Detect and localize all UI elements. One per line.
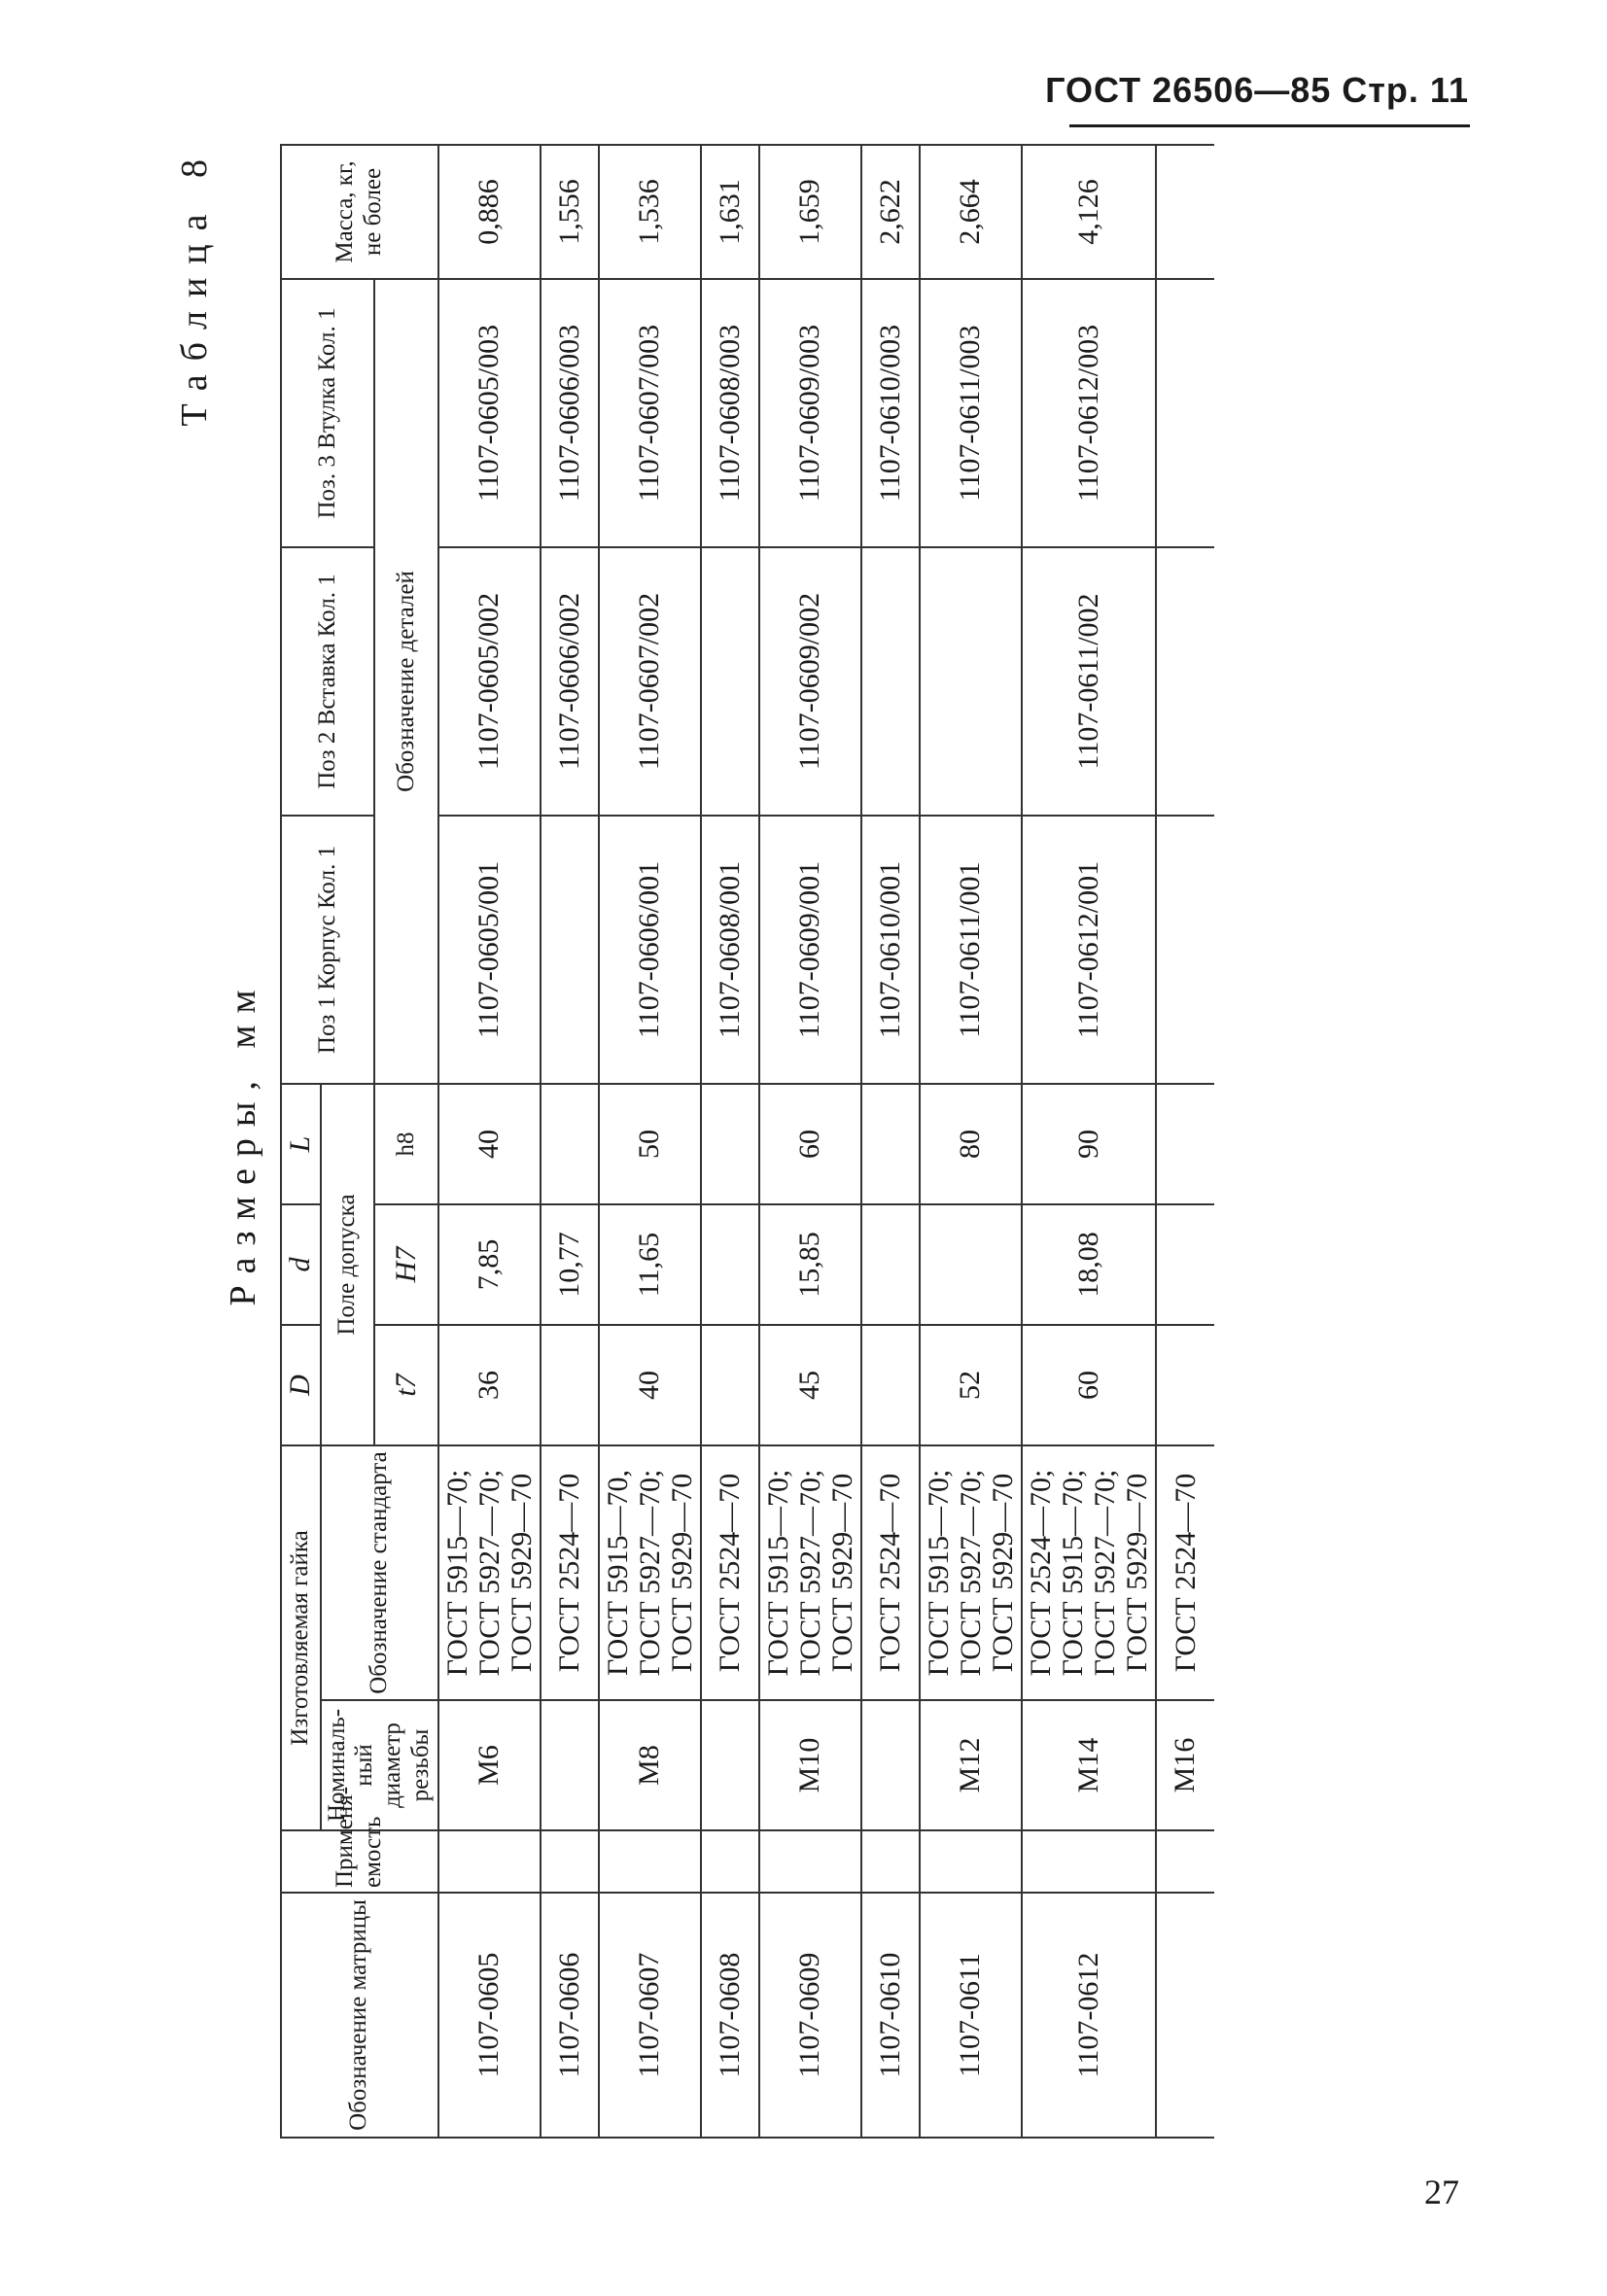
cell-standard — [599, 1445, 701, 1700]
col-applicability: Применя-емость — [281, 1830, 438, 1893]
cell-mass: 4,126 — [1022, 145, 1156, 279]
cell-designation: 1107-0612 — [1022, 1893, 1156, 2138]
cell-pos1: 1107-0611/001 — [920, 816, 1022, 1084]
cell-D — [541, 1325, 599, 1445]
cell-D — [1156, 1325, 1214, 1445]
standard-line: ГОСТ 5915—70; — [1056, 1469, 1089, 1677]
cell-pos1: 1107-0609/001 — [759, 816, 861, 1084]
cell-pos2 — [861, 547, 920, 816]
cell-pos3: 1107-0610/003 — [861, 279, 920, 547]
cell-L: 50 — [599, 1084, 701, 1204]
cell-applicability — [1022, 1830, 1156, 1893]
cell-thread: М10 — [759, 1700, 861, 1830]
col-parts: Обозначение деталей — [374, 279, 437, 1084]
table-label: Таблица 8 — [174, 146, 215, 427]
cell-standard — [759, 1445, 861, 1700]
col-designation: Обозначение матрицы — [281, 1893, 438, 2138]
cell-D — [701, 1325, 759, 1445]
col-tolerance: Поле допуска — [321, 1084, 375, 1445]
cell-thread: М14 — [1022, 1700, 1156, 1830]
cell-pos3 — [1156, 279, 1214, 547]
cell-designation: 1107-0607 — [599, 1893, 701, 2138]
cell-L: 40 — [438, 1084, 541, 1204]
table-caption — [156, 146, 280, 2139]
standard-line: ГОСТ 2524—70 — [874, 1473, 906, 1673]
standard-line: ГОСТ 5927—70; — [472, 1469, 506, 1677]
cell-thread: М8 — [599, 1700, 701, 1830]
standard-line: ГОСТ 2524—70 — [714, 1473, 746, 1673]
cell-d — [701, 1204, 759, 1325]
cell-L: 90 — [1022, 1084, 1156, 1204]
standard-line: ГОСТ 5929—70 — [505, 1473, 538, 1673]
cell-d — [861, 1204, 920, 1325]
table-title: Размеры, мм — [223, 978, 263, 1306]
cell-d: 7,85 — [438, 1204, 541, 1325]
cell-mass: 1,631 — [701, 145, 759, 279]
cell-mass: 1,536 — [599, 145, 701, 279]
cell-mass: 2,622 — [861, 145, 920, 279]
cell-d: 15,85 — [759, 1204, 861, 1325]
header-rule — [1069, 124, 1470, 127]
table-row — [1022, 145, 1156, 2138]
standard-line: ГОСТ 5915—70; — [440, 1469, 473, 1677]
cell-L — [541, 1084, 599, 1204]
cell-D: 40 — [599, 1325, 701, 1445]
cell-thread: М6 — [438, 1700, 541, 1830]
col-nut-group: Изготовляемая гайка — [281, 1445, 321, 1830]
cell-thread — [701, 1700, 759, 1830]
cell-d: 18,08 — [1022, 1204, 1156, 1325]
cell-applicability — [1156, 1830, 1214, 1893]
standard-line: ГОСТ 2524—70; — [1024, 1469, 1057, 1677]
cell-L — [1156, 1084, 1214, 1204]
cell-pos1 — [1156, 816, 1214, 1084]
cell-D: 52 — [920, 1325, 1022, 1445]
cell-D — [861, 1325, 920, 1445]
cell-standard — [541, 1445, 599, 1700]
col-H7: H7 — [374, 1204, 437, 1325]
cell-designation: 1107-0610 — [861, 1893, 920, 2138]
cell-designation: 1107-0606 — [541, 1893, 599, 2138]
cell-d: 11,65 — [599, 1204, 701, 1325]
table-row — [701, 145, 759, 2138]
standard-line: ГОСТ 2524—70 — [1169, 1473, 1202, 1673]
cell-pos1: 1107-0612/001 — [1022, 816, 1156, 1084]
cell-pos3: 1107-0609/003 — [759, 279, 861, 547]
cell-standard — [861, 1445, 920, 1700]
cell-pos3: 1107-0607/003 — [599, 279, 701, 547]
table-row — [1156, 145, 1214, 2138]
cell-d — [920, 1204, 1022, 1325]
cell-applicability — [861, 1830, 920, 1893]
cell-standard — [1156, 1445, 1214, 1700]
standard-line: ГОСТ 5929—70 — [665, 1473, 698, 1673]
cell-standard — [438, 1445, 541, 1700]
cell-applicability — [701, 1830, 759, 1893]
col-standard: Обозначение стандарта — [321, 1445, 438, 1700]
standard-line: ГОСТ 2524—70 — [553, 1473, 585, 1673]
cell-L — [861, 1084, 920, 1204]
cell-applicability — [920, 1830, 1022, 1893]
cell-D: 60 — [1022, 1325, 1156, 1445]
standard-line: ГОСТ 5929—70 — [825, 1473, 858, 1673]
cell-D: 45 — [759, 1325, 861, 1445]
cell-pos2: 1107-0611/002 — [1022, 547, 1156, 816]
standard-line: ГОСТ 5927—70; — [793, 1469, 826, 1677]
col-pos2: Поз 2 Вставка Кол. 1 — [281, 547, 374, 816]
cell-pos1: 1107-0605/001 — [438, 816, 541, 1084]
col-thread: Номиналь-ный диаметр резьбы — [321, 1700, 438, 1830]
cell-pos2: 1107-0606/002 — [541, 547, 599, 816]
cell-mass — [1156, 145, 1214, 279]
table-row — [438, 145, 541, 2138]
cell-pos1: 1107-0610/001 — [861, 816, 920, 1084]
cell-pos1: 1107-0608/001 — [701, 816, 759, 1084]
cell-designation — [1156, 1893, 1214, 2138]
cell-mass: 2,664 — [920, 145, 1022, 279]
cell-mass: 1,659 — [759, 145, 861, 279]
col-d: d — [281, 1204, 321, 1325]
cell-pos3: 1107-0611/003 — [920, 279, 1022, 547]
cell-thread — [861, 1700, 920, 1830]
standard-line: ГОСТ 5927—70; — [1088, 1469, 1121, 1677]
cell-standard — [920, 1445, 1022, 1700]
cell-applicability — [599, 1830, 701, 1893]
cell-designation: 1107-0608 — [701, 1893, 759, 2138]
standard-line: ГОСТ 5915—70; — [761, 1469, 794, 1677]
cell-L: 60 — [759, 1084, 861, 1204]
cell-standard — [701, 1445, 759, 1700]
cell-standard — [1022, 1445, 1156, 1700]
table-row — [599, 145, 701, 2138]
table-row — [920, 145, 1022, 2138]
table-row — [541, 145, 599, 2138]
cell-pos2: 1107-0609/002 — [759, 547, 861, 816]
cell-pos2: 1107-0607/002 — [599, 547, 701, 816]
page-header: ГОСТ 26506—85 Стр. 11 — [1045, 70, 1469, 110]
cell-applicability — [759, 1830, 861, 1893]
col-L: L — [281, 1084, 321, 1204]
cell-pos2 — [1156, 547, 1214, 816]
cell-pos1: 1107-0606/001 — [599, 816, 701, 1084]
cell-L: 80 — [920, 1084, 1022, 1204]
cell-thread: М12 — [920, 1700, 1022, 1830]
cell-pos2: 1107-0605/002 — [438, 547, 541, 816]
standard-line: ГОСТ 5915—70, — [601, 1470, 634, 1676]
cell-designation: 1107-0605 — [438, 1893, 541, 2138]
standard-line: ГОСТ 5927—70; — [954, 1469, 987, 1677]
cell-applicability — [438, 1830, 541, 1893]
cell-thread — [541, 1700, 599, 1830]
cell-pos3: 1107-0606/003 — [541, 279, 599, 547]
col-mass: Масса, кг, не более — [281, 145, 438, 279]
cell-pos2 — [701, 547, 759, 816]
cell-D: 36 — [438, 1325, 541, 1445]
col-pos3: Поз. 3 Втулка Кол. 1 — [281, 279, 374, 547]
col-D: D — [281, 1325, 321, 1445]
cell-L — [701, 1084, 759, 1204]
rotated-table-sheet — [156, 146, 1458, 2139]
cell-pos3: 1107-0608/003 — [701, 279, 759, 547]
cell-d — [1156, 1204, 1214, 1325]
cell-pos2 — [920, 547, 1022, 816]
cell-applicability — [541, 1830, 599, 1893]
cell-designation: 1107-0611 — [920, 1893, 1022, 2138]
col-pos1: Поз 1 Корпус Кол. 1 — [281, 816, 374, 1084]
cell-designation: 1107-0609 — [759, 1893, 861, 2138]
cell-thread: М16 — [1156, 1700, 1214, 1830]
table-row — [759, 145, 861, 2138]
standard-line: ГОСТ 5929—70 — [986, 1473, 1019, 1673]
cell-mass: 0,886 — [438, 145, 541, 279]
cell-pos3: 1107-0605/003 — [438, 279, 541, 547]
standard-line: ГОСТ 5929—70 — [1120, 1473, 1153, 1673]
col-h8: h8 — [374, 1084, 437, 1204]
cell-pos1 — [541, 816, 599, 1084]
standard-line: ГОСТ 5927—70; — [633, 1469, 666, 1677]
cell-mass: 1,556 — [541, 145, 599, 279]
cell-pos3: 1107-0612/003 — [1022, 279, 1156, 547]
page-number: 27 — [1424, 2173, 1459, 2211]
table-row — [861, 145, 920, 2138]
col-t7: t7 — [374, 1325, 437, 1445]
standard-line: ГОСТ 5915—70; — [922, 1469, 955, 1677]
dimensions-table — [280, 144, 1214, 2139]
cell-d: 10,77 — [541, 1204, 599, 1325]
